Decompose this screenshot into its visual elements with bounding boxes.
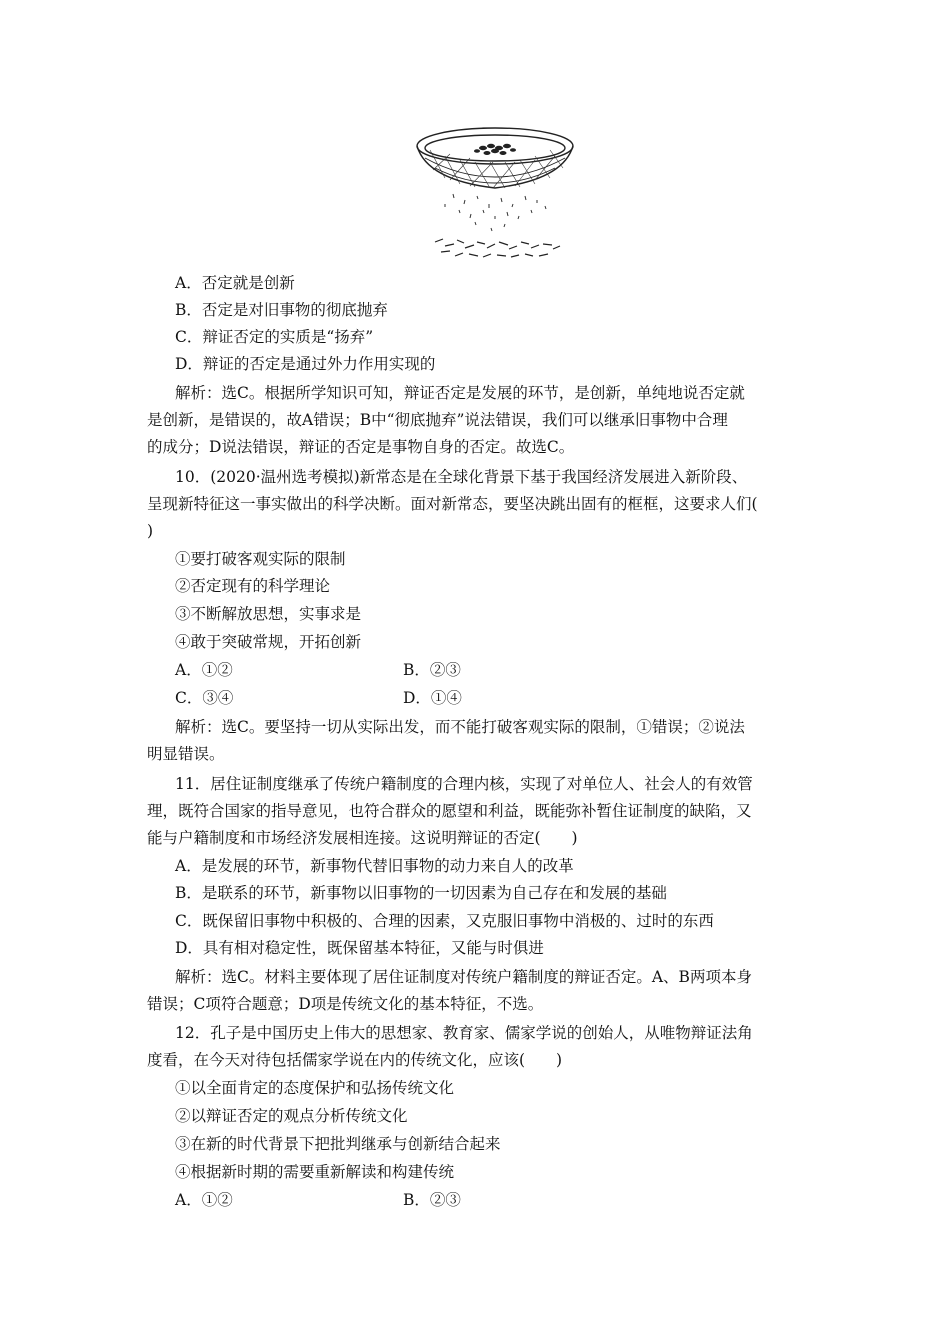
q12-item: ①以全面肯定的态度保护和弘扬传统文化 — [175, 1079, 455, 1097]
q10-option-b: B．②③ — [403, 661, 461, 679]
q11-analysis-line: 解析：选C。材料主要体现了居住证制度对传统户籍制度的辩证否定。A、B两项本身 — [175, 968, 752, 986]
q11-option-b: B．是联系的环节，新事物以旧事物的一切因素为自己存在和发展的基础 — [175, 884, 667, 902]
q10-stem-line: ) — [147, 522, 154, 540]
q12-item: ④根据新时期的需要重新解读和构建传统 — [175, 1163, 455, 1181]
q11-stem-line: 11．居住证制度继承了传统户籍制度的合理内核，实现了对单位人、社会人的有效管 — [175, 775, 753, 793]
q11-option-a: A．是发展的环节，新事物代替旧事物的动力来自人的改革 — [175, 857, 574, 875]
q10-stem-line: 10．(2020·温州选考模拟)新常态是在全球化背景下基于我国经济发展进入新阶段、 — [175, 468, 748, 486]
q9-option-b: B．否定是对旧事物的彻底抛弃 — [175, 301, 388, 319]
q10-analysis-line: 明显错误。 — [147, 745, 225, 763]
q12-option-a: A．①② — [175, 1191, 233, 1209]
q10-item: ①要打破客观实际的限制 — [175, 550, 346, 568]
q10-item: ②否定现有的科学理论 — [175, 577, 331, 595]
q9-option-a: A．否定就是创新 — [175, 274, 295, 292]
q9-option-c: C．辩证否定的实质是“扬弃” — [175, 328, 374, 346]
q12-item: ③在新的时代背景下把批判继承与创新结合起来 — [175, 1135, 501, 1153]
q9-analysis-line: 解析：选C。根据所学知识可知，辩证否定是发展的环节，是创新，单纯地说否定就 — [175, 384, 745, 402]
q9-option-d: D．辩证的否定是通过外力作用实现的 — [175, 355, 436, 373]
q9-analysis-line: 的成分；D说法错误，辩证的否定是事物自身的否定。故选C。 — [147, 438, 575, 456]
q10-analysis-line: 解析：选C。要坚持一切从实际出发，而不能打破客观实际的限制，①错误；②说法 — [175, 718, 745, 736]
q11-analysis-line: 错误；C项符合题意；D项是传统文化的基本特征，不选。 — [147, 995, 544, 1013]
q12-stem-line: 12．孔子是中国历史上伟大的思想家、教育家、儒家学说的创始人，从唯物辩证法角 — [175, 1024, 753, 1042]
q10-item: ④敢于突破常规，开拓创新 — [175, 633, 362, 651]
q12-item: ②以辩证否定的观点分析传统文化 — [175, 1107, 408, 1125]
q10-option-a: A．①② — [175, 661, 233, 679]
q12-stem-line: 度看，在今天对待包括儒家学说在内的传统文化，应该( ) — [147, 1051, 563, 1069]
q11-stem-line: 理，既符合国家的指导意见，也符合群众的愿望和利益，既能弥补暂住证制度的缺陷，又 — [147, 802, 752, 820]
sieve-illustration-icon — [405, 118, 585, 268]
q11-option-d: D．具有相对稳定性，既保留基本特征，又能与时俱进 — [175, 939, 544, 957]
q9-analysis-line: 是创新，是错误的，故A错误；B中“彻底抛弃”说法错误，我们可以继承旧事物中合理 — [147, 411, 728, 429]
q11-stem-line: 能与户籍制度和市场经济发展相连接。这说明辩证的否定( ) — [147, 829, 578, 847]
q10-option-d: D．①④ — [403, 689, 462, 707]
q10-stem-line: 呈现新特征这一事实做出的科学决断。面对新常态，要坚决跳出固有的框框，这要求人们( — [147, 495, 758, 513]
q10-option-c: C．③④ — [175, 689, 234, 707]
q12-option-b: B．②③ — [403, 1191, 461, 1209]
q11-option-c: C．既保留旧事物中积极的、合理的因素，又克服旧事物中消极的、过时的东西 — [175, 912, 714, 930]
q10-item: ③不断解放思想，实事求是 — [175, 605, 362, 623]
